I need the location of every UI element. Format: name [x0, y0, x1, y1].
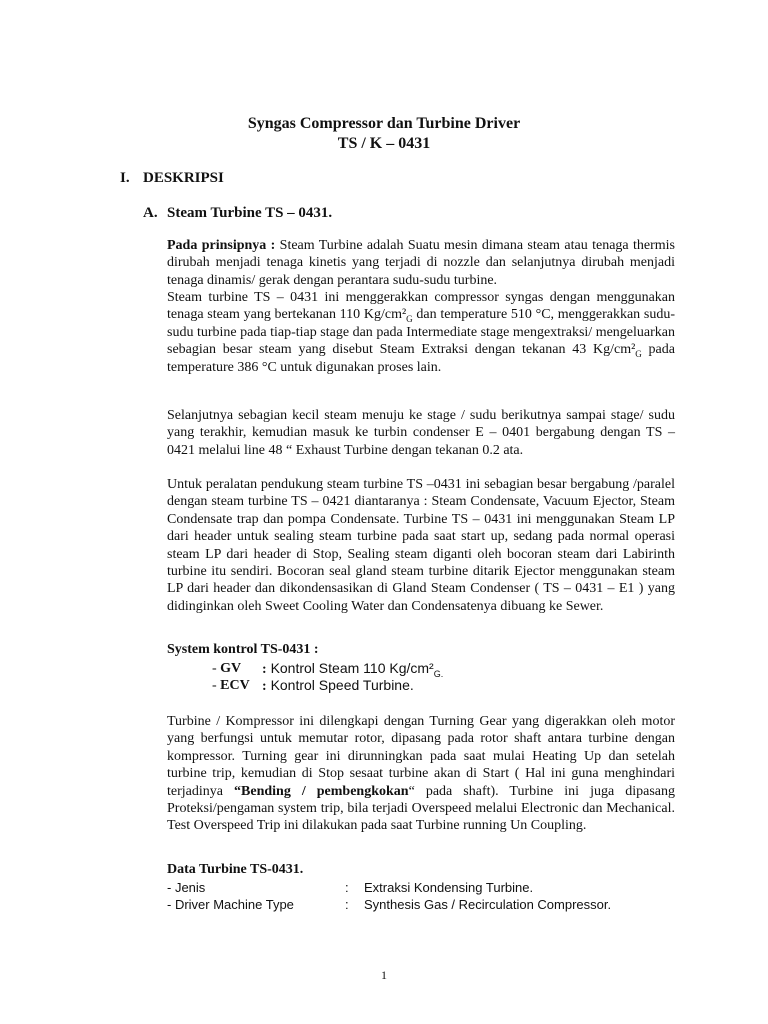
- data-row: [0, 879, 768, 896]
- data-row: [0, 896, 768, 913]
- bullet-dash: -: [212, 661, 221, 676]
- subsection-letter: A.: [143, 205, 158, 221]
- page-number: 1: [381, 968, 387, 982]
- paragraph-condenser: Selanjutnya sebagian kecil steam menuju ke stage / sudu berikutnya sampai stage/ sudu yang terakhir, kemudian masuk ke turbin condenser E – 0401 bergabung dengan TS – 0421 melalui line 48 “ Exhaust Turbine dengan tekanan 0.2 ata.: [167, 408, 675, 458]
- steam-turbine-text-a: Steam turbine TS – 0431 ini menggerakkan compressor syngas dengan menggunakan tenaga steam yang bertekanan 110 Kg/cm²: [167, 290, 675, 323]
- principle-lead: Pada prinsipnya :: [167, 238, 276, 253]
- bullet-dash: -: [212, 678, 221, 693]
- control-value-ecv: [262, 677, 414, 695]
- control-sep: :: [262, 662, 267, 677]
- subsection-title: Steam Turbine TS – 0431.: [167, 205, 333, 221]
- data-key: - Jenis: [167, 880, 206, 895]
- unit-subscript: G: [406, 314, 413, 325]
- principle-text: Steam Turbine adalah Suatu mesin dimana steam atau tenaga thermis dirubah menjadi tenaga kinetis yang terjadi di nozzle dan selanjutnya dirubah menjadi tenaga dinamis/ gerak dengan perantara sudu-sudu turbine.: [167, 238, 675, 288]
- turning-gear-text-b: “ pada shaft). Turbine ini juga dipasang Proteksi/pengaman system trip, bila terjadi Overspeed melalui Electronic dan Mechanical. Test Overspeed Trip ini dilakukan pada saat Turbine running Un Coupling.: [167, 783, 675, 834]
- control-value-gv: [262, 660, 443, 678]
- document-code: TS / K – 0431: [337, 135, 431, 152]
- paragraph-steam-turbine: [167, 289, 675, 376]
- data-sep: :: [345, 897, 349, 912]
- turning-gear-bold: “Bending / pembengkokan: [234, 783, 409, 799]
- data-value: Synthesis Gas / Recirculation Compressor.: [364, 897, 612, 912]
- section-title: DESKRIPSI: [143, 170, 224, 186]
- data-turbine-heading: Data Turbine TS-0431.: [167, 862, 304, 877]
- control-key: GV: [220, 661, 242, 676]
- turning-gear-text-a: Turbine / Kompressor ini dilengkapi dengan Turning Gear yang digerakkan oleh motor yang berfungsi untuk memutar rotor, dipasang pada rotor shaft antara turbine dengan kompressor. Turning gear ini dirunningkan pada saat mulai Heating Up dan setelah turbine trip, kemudian di Stop sesaat turbine akan di Start ( Hal ini guna menghindari terjadinya: [167, 714, 675, 799]
- control-value: Kontrol Speed Turbine.: [270, 677, 414, 693]
- steam-turbine-text-b: dan temperature 510 °C, menggerakkan sudu-sudu turbine pada tiap-tiap stage dan pada Intermediate stage mengextraksi/ mengeluarkan sebagian besar steam yang disebut Steam Extraksi dengan tekanan 43 Kg/cm²: [167, 307, 675, 358]
- paragraph-principle: [167, 237, 675, 289]
- control-sep: :: [262, 679, 267, 694]
- control-heading: System kontrol TS-0431 :: [167, 642, 319, 657]
- document-title: Syngas Compressor dan Turbine Driver: [247, 115, 521, 132]
- control-item-ecv: [212, 677, 250, 694]
- control-item-gv: [212, 660, 241, 677]
- steam-turbine-text-c: pada temperature 386 °C untuk digunakan proses lain.: [167, 342, 675, 375]
- data-value: Extraksi Kondensing Turbine.: [364, 880, 534, 895]
- paragraph-support-equipment: Untuk peralatan pendukung steam turbine TS –0431 ini sebagian besar bergabung /paralel dengan steam turbine TS – 0421 diantaranya : Steam Condensate, Vacuum Ejector, Steam Condensate trap dan pompa Condensate. Turbine TS – 0431 ini menggunakan Steam LP dari header untuk sealing steam turbine pada saat start up, sedang pada normal operasi steam LP dari header di Stop, Sealing steam diganti oleh bocoran steam dari Labirinth turbine itu sendiri. Bocoran seal gland steam turbine ditarik Ejector menggunakan steam LP dari header dan dikondensasikan di Gland Steam Condenser ( TS – 0431 – E1 ) yang didinginkan oleh Sweet Cooling Water dan Condensatenya dibuang ke Sewer.: [167, 477, 675, 614]
- control-key: ECV: [220, 678, 250, 693]
- control-sub: G.: [433, 668, 444, 679]
- data-key: - Driver Machine Type: [167, 897, 294, 912]
- paragraph-turning-gear: [167, 713, 675, 835]
- data-sep: :: [345, 880, 349, 895]
- control-value: Kontrol Steam 110 Kg/cm²: [270, 660, 434, 676]
- section-number: I.: [120, 170, 130, 186]
- unit-subscript: G: [635, 349, 642, 360]
